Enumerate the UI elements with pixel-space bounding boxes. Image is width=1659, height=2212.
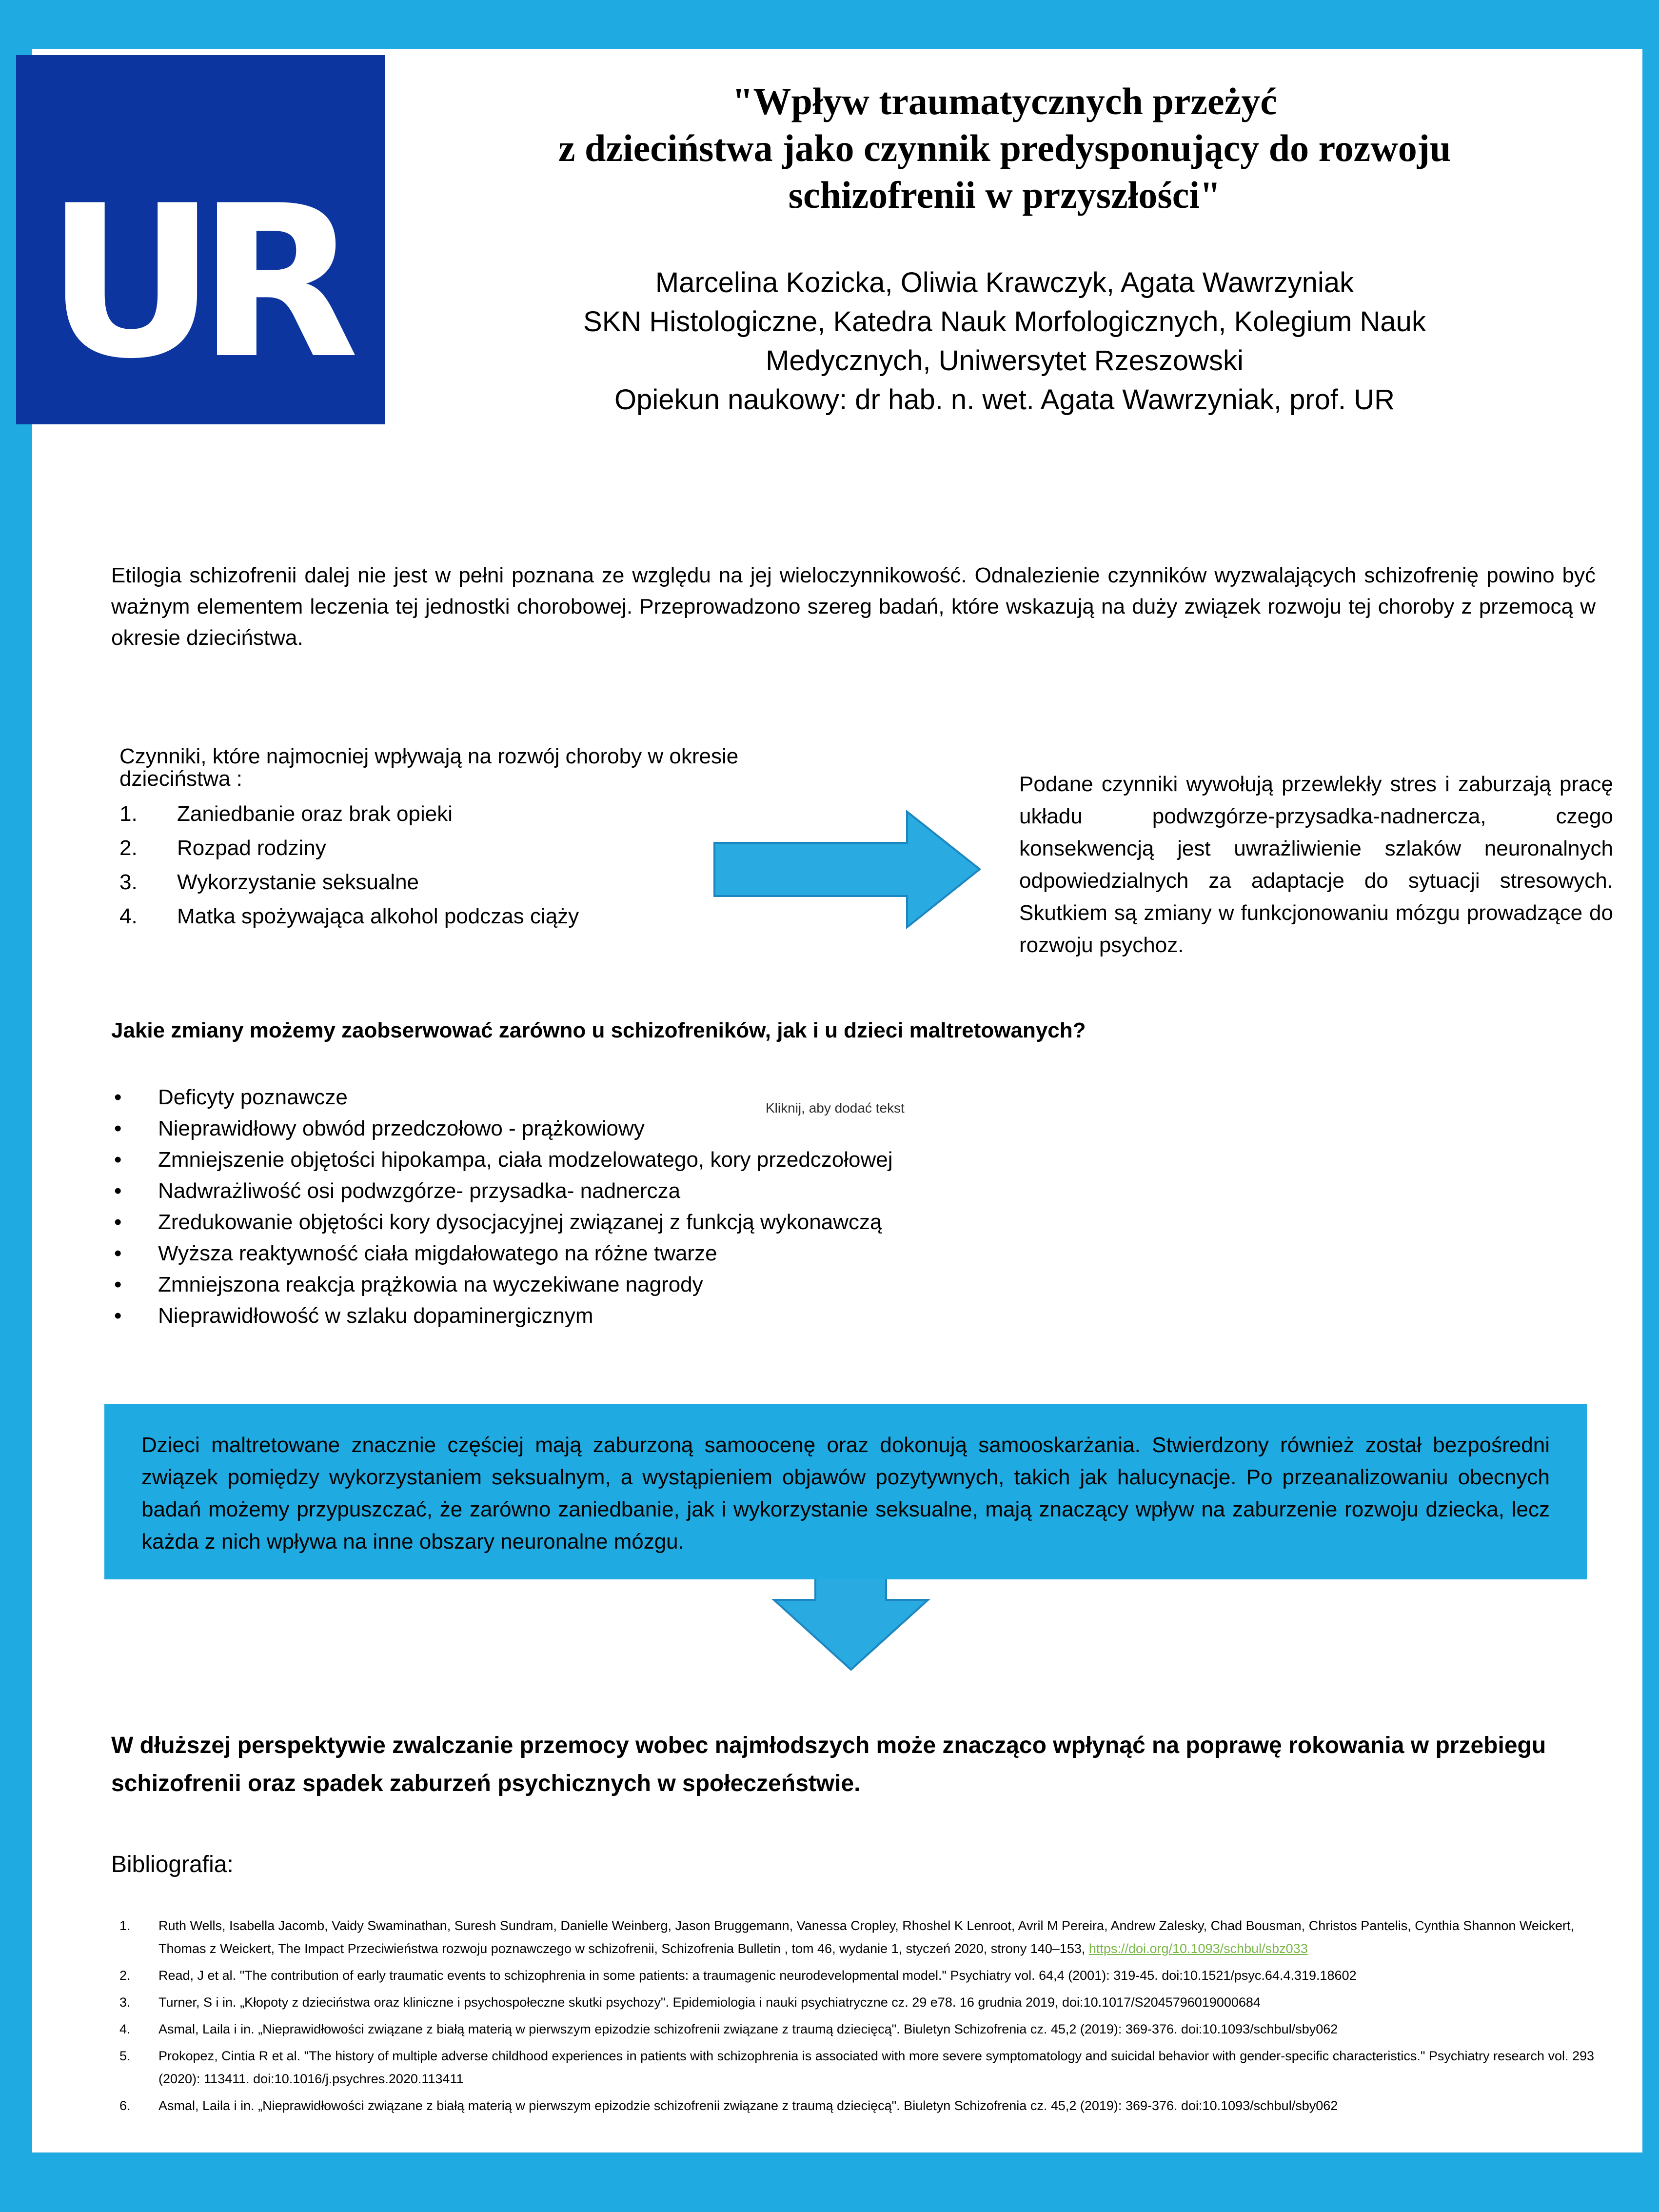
- authors-block: [400, 263, 1609, 419]
- list-item-number: 1.: [119, 802, 138, 826]
- right-arrow-icon: [713, 810, 982, 929]
- bibliography-item-text: Turner, S i in. „Kłopoty z dzieciństwa oraz kliniczne i psychospołeczne skutki psychozy". Epidemiologia i nauki psychiatryczne cz. 29 e78. 16 grudnia 2019, doi:10.1017/S2045796019000684: [158, 1995, 1261, 2010]
- bibliography-item-number: 1.: [119, 1918, 131, 1933]
- bibliography-item: [119, 2018, 1597, 2041]
- bullet-item: • Nieprawidłowy obwód przedczołowo - prążkowiowy: [114, 1113, 1309, 1144]
- list-item-label: Zaniedbanie oraz brak opieki: [177, 802, 453, 826]
- bibliography-item: [119, 1964, 1597, 1987]
- frame-border-bottom: [0, 2152, 1659, 2212]
- list-item-label: Wykorzystanie seksualne: [177, 870, 419, 894]
- text-placeholder[interactable]: Kliknij, aby dodać tekst: [766, 1100, 905, 1116]
- affiliation-line-1: SKN Histologiczne, Katedra Nauk Morfologicznych, Kolegium Nauk: [583, 306, 1426, 338]
- list-item-label: Matka spożywająca alkohol podczas ciąży: [177, 904, 579, 928]
- question-heading: Jakie zmiany możemy zaobserwować zarówno u schizofreników, jak i u dzieci maltretowanych?: [111, 1018, 1086, 1042]
- list-item-label: Rozpad rodziny: [177, 836, 326, 860]
- bibliography-item-number: 2.: [119, 1968, 131, 1983]
- bullet-item: • Deficyty poznawcze: [114, 1082, 1309, 1113]
- conclusion-paragraph: W dłuższej perspektywie zwalczanie przemocy wobec najmłodszych może znacząco wpłynąć na poprawę rokowania w przebiegu schizofrenii oraz spadek zaburzeń psychicznych w społeczeństwie.: [111, 1733, 1546, 1796]
- authors-line: Marcelina Kozicka, Oliwia Krawczyk, Agata Wawrzyniak: [655, 267, 1354, 299]
- changes-list: [114, 1082, 1309, 1332]
- frame-border-right: [1642, 0, 1659, 2212]
- bibliography-item: [119, 2094, 1597, 2117]
- bibliography-heading: Bibliografia:: [111, 1852, 234, 1877]
- university-rzeszow-logo: [16, 55, 385, 424]
- bibliography-item-text: Asmal, Laila i in. „Nieprawidłowości związane z białą materią w pierwszym epizodzie schizofrenii związane z traumą dziecięcą". Biuletyn Schizofrenia cz. 45,2 (2019): 369-376. doi:10.1093/schbul/sby062: [158, 2098, 1338, 2113]
- frame-border-top: [0, 0, 1659, 49]
- intro-paragraph: Etilogia schizofrenii dalej nie jest w pełni poznana ze względu na jej wieloczynnikowość. Odnalezienie czynników wyzwalających schizofrenię powino być ważnym elementem leczenia tej jednostki chorobowej. Przeprowadzono szereg badań, które wskazują na duży związek rozwoju tej choroby z przemocą w okresie dzieciństwa.: [111, 563, 1596, 650]
- bullet-item: • Wyższa reaktywność ciała migdałowatego na różne twarze: [114, 1238, 1309, 1269]
- doi-link[interactable]: https://doi.org/10.1093/schbul/sbz033: [1088, 1941, 1308, 1956]
- bibliography-item: [119, 1991, 1597, 2014]
- bibliography-item-text: Ruth Wells, Isabella Jacomb, Vaidy Swaminathan, Suresh Sundram, Danielle Weinberg, Jason Bruggemann, Vanessa Cropley, Rhoshel K Lenroot, Avril M Pereira, Andrew Zalesky, Chad Bousman, Christos Pantelis, Cynthia Shannon Weickert, Thomas z Weickert, The Impact Przeciwieństwa rozwoju poznawczego w schizofrenii, Schizofrenia Bulletin , tom 46, wydanie 1, styczeń 2020, strony 140–153,: [158, 1918, 1574, 1956]
- bibliography-item: [119, 2045, 1597, 2091]
- stress-paragraph: Podane czynniki wywołują przewlekły stres i zaburzają pracę układu podwzgórze-przysadka-nadnercza, czego konsekwencją jest uwrażliwienie szlaków neuronalnych odpowiedzialnych za adaptacje do sytuacji stresowych. Skutkiem są zmiany w funkcjonowaniu mózgu prowadzące do rozwoju psychoz.: [1019, 772, 1613, 957]
- bibliography-item: [119, 1914, 1597, 1960]
- bibliography-item-number: 3.: [119, 1995, 131, 2010]
- list-item-number: 2.: [119, 836, 138, 860]
- bibliography-item-text: Read, J et al. "The contribution of early traumatic events to schizophrenia in some patients: a traumagenic neurodevelopmental model." Psychiatry vol. 64,4 (2001): 319-45. doi:10.1521/psyc.64.4.319.18602: [158, 1968, 1357, 1983]
- bullet-item: • Zredukowanie objętości kory dysocjacyjnej związanej z funkcją wykonawczą: [114, 1207, 1309, 1238]
- bullet-item: • Zmniejszona reakcja prążkowia na wyczekiwane nagrody: [114, 1269, 1309, 1300]
- list-item-number: 3.: [119, 870, 138, 894]
- bibliography-item-text: Prokopez, Cintia R et al. "The history of multiple adverse childhood experiences in patients with schizophrenia is associated with more severe symptomatology and suicidal behavior with gender-specific characteristics." Psychiatry research vol. 293 (2020): 113411. doi:10.1016/j.psychres.2020.113411: [158, 2049, 1595, 2086]
- summary-highlight-box: Dzieci maltretowane znacznie częściej mają zaburzoną samoocenę oraz dokonują samooskarżania. Stwierdzony również został bezpośredni związek pomiędzy wykorzystaniem seksualnym, a wystąpieniem objawów pozytywnych, takich jak halucynacje. Po przeanalizowaniu obecnych badań możemy przypuszczać, że zarówno zaniedbanie, jak i wykorzystanie seksualne, mają znaczący wpływ na zaburzenie rozwoju dziecka, lecz każda z nich wpływa na inne obszary neuronalne mózgu.: [104, 1404, 1587, 1579]
- affiliation-line-2: Medycznych, Uniwersytet Rzeszowski: [766, 345, 1244, 377]
- down-arrow-icon: [761, 1574, 941, 1672]
- title-line-2: z dzieciństwa jako czynnik predysponujący do rozwoju: [558, 127, 1451, 169]
- title-line-3: schizofrenii w przyszłości": [788, 174, 1221, 216]
- bibliography-item-number: 5.: [119, 2049, 131, 2063]
- bibliography-item-number: 4.: [119, 2022, 131, 2036]
- poster-title: [400, 78, 1609, 219]
- factors-heading: Czynniki, które najmocniej wpływają na rozwój choroby w okresie dzieciństwa :: [119, 744, 739, 791]
- bibliography-item-number: 6.: [119, 2098, 131, 2113]
- bullet-item: • Zmniejszenie objętości hipokampa, ciała modzelowatego, kory przedczołowej: [114, 1144, 1309, 1176]
- logo-ur-monogram: UR: [46, 161, 341, 405]
- bibliography-list: [119, 1914, 1597, 2121]
- supervisor-line: Opiekun naukowy: dr hab. n. wet. Agata Wawrzyniak, prof. UR: [614, 384, 1395, 416]
- bullet-item: • Nieprawidłowość w szlaku dopaminergicznym: [114, 1300, 1309, 1332]
- title-line-1: "Wpływ traumatycznych przeżyć: [732, 80, 1277, 122]
- bullet-item: • Nadwrażliwość osi podwzgórze- przysadka- nadnercza: [114, 1176, 1309, 1207]
- bibliography-item-text: Asmal, Laila i in. „Nieprawidłowości związane z białą materią w pierwszym epizodzie schizofrenii związane z traumą dziecięcą". Biuletyn Schizofrenia cz. 45,2 (2019): 369-376. doi:10.1093/schbul/sby062: [158, 2022, 1338, 2036]
- list-item-number: 4.: [119, 904, 138, 928]
